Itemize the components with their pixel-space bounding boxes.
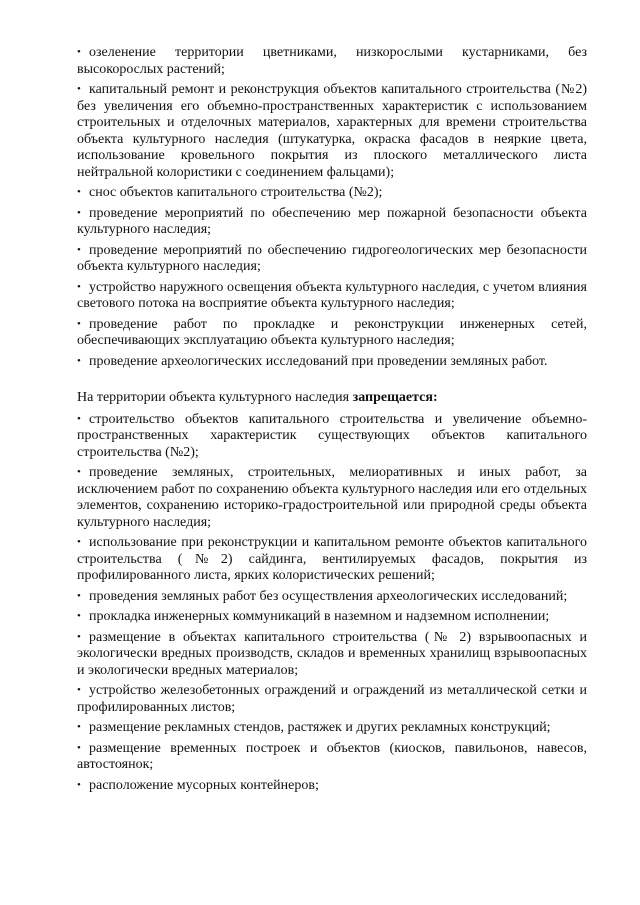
list-item-text: размещение в объектах капитального строительства (№ 2) взрывоопасных и экологически вредных производств, складов и временных хранилищ взрывоопасных и экологически вредных материалов; [77, 629, 587, 678]
list-item-text: проведение мероприятий по обеспечению гидрогеологических мер безопасности объекта культурного наследия; [77, 242, 587, 274]
list-item [77, 740, 587, 774]
allowed-list [77, 44, 587, 370]
list-item [77, 279, 587, 313]
bullet-icon: • [77, 778, 81, 791]
list-item [77, 629, 587, 680]
document-body [77, 44, 587, 797]
list-item [77, 464, 587, 531]
bullet-icon: • [77, 46, 81, 58]
list-item [77, 777, 587, 795]
list-item [77, 316, 587, 350]
prohibited-heading-bold: запрещается: [352, 390, 438, 405]
bullet-icon: • [77, 741, 81, 754]
list-item-text: строительство объектов капитального строительства и увеличение объемно-пространственных характеристик существующих объектов капитального строительства (№2); [77, 411, 587, 460]
bullet-icon: • [77, 630, 81, 643]
list-item [77, 588, 587, 606]
bullet-icon: • [77, 412, 81, 425]
prohibited-heading [77, 390, 587, 407]
list-item-text: использование при реконструкции и капитальном ремонте объектов капитального строительства (№2) сайдинга, вентилируемых фасадов, покрытия из профилированного листа, ярких колористических решений; [77, 535, 587, 583]
list-item-text: проведение земляных, строительных, мелиоративных и иных работ, за исключением работ по сохранению объекта культурного наследия или его отдельных элементов, сохранению историко-градостроительной или природной среды объекта культурного наследия; [77, 465, 587, 530]
list-item-text: проведение работ по прокладке и реконструкции инженерных сетей, обеспечивающих эксплуатацию объекта культурного наследия; [77, 316, 587, 348]
list-item-text: размещение рекламных стендов, растяжек и других рекламных конструкций; [89, 720, 551, 735]
list-item-text: проведение археологических исследований при проведении земляных работ. [89, 353, 548, 369]
bullet-icon: • [77, 186, 81, 198]
list-item-text: устройство наружного освещения объекта культурного наследия, с учетом влияния светового потока на восприятие объекта культурного наследия; [77, 279, 587, 311]
prohibited-heading-text: На территории объекта культурного наследия [77, 390, 350, 405]
bullet-icon: • [77, 684, 81, 696]
bullet-icon: • [77, 610, 81, 622]
list-item-text: снос объектов капитального строительства (№2); [89, 185, 383, 200]
bullet-icon: • [77, 466, 81, 478]
list-item-text: размещение временных построек и объектов (киосков, павильонов, навесов, автостоянок; [77, 740, 587, 772]
bullet-icon: • [77, 317, 81, 330]
list-item-text: прокладка инженерных коммуникаций в наземном и надземном исполнении; [89, 609, 550, 624]
list-item [77, 242, 587, 276]
list-item [77, 608, 587, 626]
list-item [77, 184, 587, 202]
bullet-icon: • [77, 243, 81, 256]
list-item [77, 353, 587, 371]
bullet-icon: • [77, 280, 81, 293]
bullet-icon: • [77, 83, 81, 95]
bullet-icon: • [77, 206, 81, 219]
list-item-text: устройство железобетонных ограждений и ограждений из металлической сетки и профилированных листов; [77, 683, 587, 715]
list-item [77, 411, 587, 462]
bullet-icon: • [77, 589, 81, 602]
list-item-text: капитальный ремонт и реконструкция объектов капитального строительства (№2) без увеличения его объемно-пространственных характеристик с использованием строительных и отделочных материалов, характерных для времени строительства объекта культурного наследия (штукатурка, окраска фасадов в неяркие цвета, использование кровельного покрытия из плоского металлического листа нейтральной колористики с соединением фальцами); [77, 82, 587, 180]
bullet-icon: • [77, 354, 81, 367]
list-item-text: расположение мусорных контейнеров; [89, 777, 319, 793]
bullet-icon: • [77, 536, 81, 548]
prohibited-list [77, 411, 587, 795]
list-item [77, 534, 587, 585]
list-item-text: озеленение территории цветниками, низкорослыми кустарниками, без высокорослых растений; [77, 45, 587, 77]
list-item [77, 81, 587, 181]
list-item [77, 205, 587, 239]
list-item-text: проведения земляных работ без осуществления археологических исследований; [89, 588, 568, 604]
list-item [77, 719, 587, 737]
list-item-text: проведение мероприятий по обеспечению мер пожарной безопасности объекта культурного наследия; [77, 205, 587, 237]
list-item [77, 682, 587, 716]
list-item [77, 44, 587, 78]
bullet-icon: • [77, 721, 81, 733]
